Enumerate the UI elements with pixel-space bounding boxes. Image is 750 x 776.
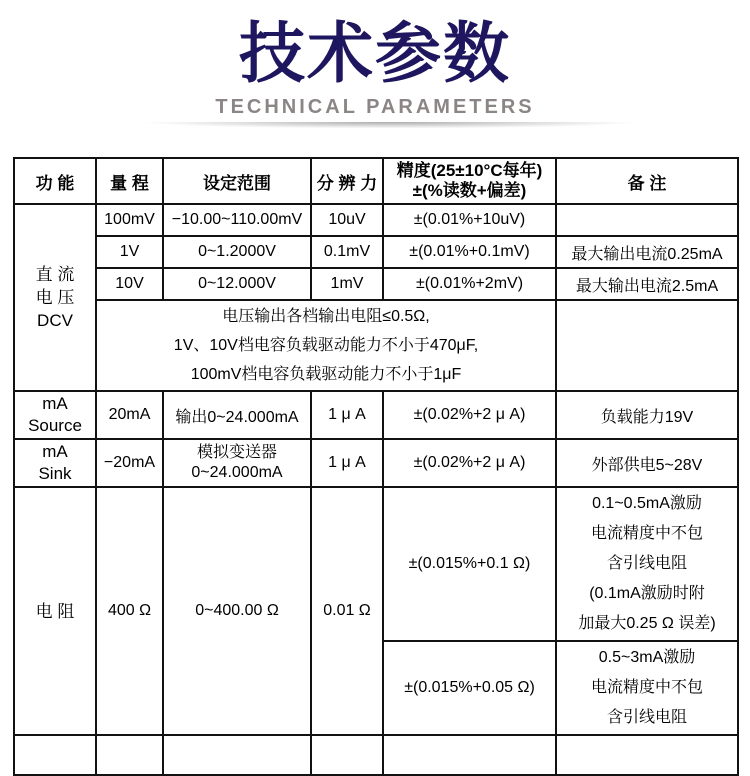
cell-ma-sink-resolution: 1 μ A <box>311 439 383 487</box>
page-subtitle: TECHNICAL PARAMETERS <box>215 96 535 118</box>
table-row-dcv-1v <box>14 236 738 268</box>
cell-dcv-resolution-10v: 1mV <box>311 268 383 300</box>
ma-sink-setting-line2: 0~24.000mA <box>191 464 283 481</box>
dcv-function-line3: DCV <box>37 311 73 330</box>
resistance-remark2-line2: 电流精度中不包 <box>590 679 703 696</box>
table-row-clipped <box>14 735 738 775</box>
header-function: 功 能 <box>14 158 96 204</box>
ma-source-function-line1: mA <box>42 394 68 413</box>
table-row-resistance-1 <box>14 487 738 641</box>
cell-ma-sink-range: −20mA <box>96 439 163 487</box>
header-accuracy-line2: ±(%读数+偏差) <box>412 181 527 200</box>
cell-ma-sink-setting <box>163 439 311 487</box>
clipped-cell <box>14 735 96 775</box>
cell-dcv-setting-1v: 0~1.2000V <box>163 236 311 268</box>
cell-ma-source-resolution: 1 μ A <box>311 391 383 439</box>
dcv-note-line1: 电压输出各档输出电阻≤0.5Ω, <box>222 308 430 325</box>
ma-sink-setting-line1: 模拟变送器 <box>196 444 277 461</box>
header-accuracy <box>383 158 556 204</box>
cell-resistance-accuracy-2: ±(0.015%+0.05 Ω) <box>383 641 556 735</box>
resistance-remark1-line4: (0.1mA激励时附 <box>589 585 705 602</box>
cell-ma-sink-function <box>14 439 96 487</box>
header-resolution: 分 辨 力 <box>311 158 383 204</box>
cell-dcv-accuracy-1v: ±(0.01%+0.1mV) <box>383 236 556 268</box>
resistance-remark2-line3: 含引线电阻 <box>606 709 687 726</box>
resistance-remark1-line2: 电流精度中不包 <box>590 525 703 542</box>
cell-dcv-range-10v: 10V <box>96 268 163 300</box>
dcv-function-line1: 直 流 <box>35 265 75 284</box>
cell-dcv-range-100mv: 100mV <box>96 204 163 236</box>
clipped-cell <box>311 735 383 775</box>
table-header-row <box>14 158 738 204</box>
title-divider-shadow <box>45 122 735 131</box>
cell-resistance-remark-1 <box>556 487 738 641</box>
cell-dcv-remark-100mv <box>556 204 738 236</box>
clipped-cell <box>383 735 556 775</box>
table-row-ma-source <box>14 391 738 439</box>
cell-resistance-function: 电 阻 <box>14 487 96 735</box>
clipped-cell <box>556 735 738 775</box>
ma-sink-function-line1: mA <box>42 442 68 461</box>
clipped-cell <box>96 735 163 775</box>
cell-resistance-accuracy-1: ±(0.015%+0.1 Ω) <box>383 487 556 641</box>
cell-dcv-resolution-1v: 0.1mV <box>311 236 383 268</box>
table-row-ma-sink <box>14 439 738 487</box>
cell-dcv-function <box>14 204 96 391</box>
cell-ma-source-function <box>14 391 96 439</box>
cell-resistance-remark-2 <box>556 641 738 735</box>
dcv-note-line2: 1V、10V档电容负载驱动能力不小于470μF, <box>173 337 479 354</box>
cell-ma-source-range: 20mA <box>96 391 163 439</box>
cell-resistance-range: 400 Ω <box>96 487 163 735</box>
cell-resistance-setting: 0~400.00 Ω <box>163 487 311 735</box>
cell-dcv-resolution-100mv: 10uV <box>311 204 383 236</box>
cell-ma-source-remark: 负载能力19V <box>556 391 738 439</box>
dcv-note-line3: 100mV档电容负载驱动能力不小于1μF <box>190 366 462 383</box>
resistance-remark1-line5: 加最大0.25 Ω 误差) <box>578 615 716 632</box>
table-row-dcv-10v <box>14 268 738 300</box>
resistance-remark2-line1: 0.5~3mA激励 <box>598 649 696 666</box>
technical-parameters-table <box>13 157 739 776</box>
cell-dcv-accuracy-100mv: ±(0.01%+10uV) <box>383 204 556 236</box>
ma-sink-function-line2: Sink <box>38 464 72 483</box>
cell-ma-source-accuracy: ±(0.02%+2 μ A) <box>383 391 556 439</box>
cell-dcv-note-remark <box>556 300 738 391</box>
header-range: 量 程 <box>96 158 163 204</box>
dcv-function-line2: 电 压 <box>35 288 75 307</box>
resistance-remark1-line3: 含引线电阻 <box>606 555 687 572</box>
cell-dcv-remark-1v: 最大输出电流0.25mA <box>556 236 738 268</box>
header-accuracy-line1: 精度(25±10°C每年) <box>396 161 543 180</box>
title-block <box>0 0 750 118</box>
table-row-dcv-100mv <box>14 204 738 236</box>
header-remarks: 备 注 <box>556 158 738 204</box>
resistance-remark1-line1: 0.1~0.5mA激励 <box>592 495 702 512</box>
cell-ma-sink-remark: 外部供电5~28V <box>556 439 738 487</box>
cell-dcv-range-1v: 1V <box>96 236 163 268</box>
cell-dcv-setting-100mv: −10.00~110.00mV <box>163 204 311 236</box>
clipped-cell <box>163 735 311 775</box>
table-row-dcv-note <box>14 300 738 391</box>
ma-source-function-line2: Source <box>28 416 82 435</box>
cell-dcv-setting-10v: 0~12.000V <box>163 268 311 300</box>
cell-resistance-resolution: 0.01 Ω <box>311 487 383 735</box>
cell-dcv-remark-10v: 最大输出电流2.5mA <box>556 268 738 300</box>
cell-dcv-note <box>96 300 556 391</box>
page-title: 技术参数 <box>239 16 511 90</box>
header-setting-range: 设定范围 <box>163 158 311 204</box>
cell-ma-source-setting: 输出0~24.000mA <box>163 391 311 439</box>
cell-ma-sink-accuracy: ±(0.02%+2 μ A) <box>383 439 556 487</box>
cell-dcv-accuracy-10v: ±(0.01%+2mV) <box>383 268 556 300</box>
